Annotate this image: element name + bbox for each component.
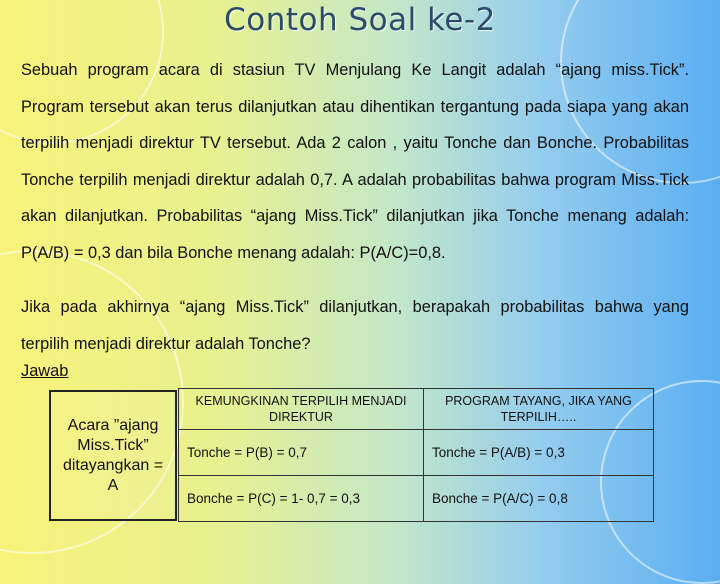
event-definition-box <box>49 390 177 521</box>
table-header: KEMUNGKINAN TERPILIH MENJADI DIREKTUR <box>179 389 424 430</box>
table-header-row <box>179 389 654 430</box>
table-row <box>179 476 654 522</box>
answer-label: Jawab <box>21 362 69 380</box>
slide-title: Contoh Soal ke-2 <box>224 2 496 38</box>
table-header: PROGRAM TAYANG, JIKA YANG TERPILIH….. <box>424 389 654 430</box>
problem-paragraph: Sebuah program acara di stasiun TV Menjulang Ke Langit adalah “ajang miss.Tick”. Program tersebut akan terus dilanjutkan atau dihentikan tergantung pada siapa yang akan terpilih menjadi direktur TV tersebut. Ada 2 calon , yaitu Tonche dan Bonche. Probabilitas Tonche terpilih menjadi direktur adalah 0,7. A adalah probabilitas bahwa program Miss.Tick akan dilanjutkan. Probabilitas “ajang Miss.Tick” dilanjutkan jika Tonche menang adalah: P(A/B) = 0,3 dan bila Bonche menang adalah: P(A/C)=0,8. <box>21 61 689 262</box>
table-cell: Tonche = P(A/B) = 0,3 <box>424 430 654 476</box>
table-cell: Tonche = P(B) = 0,7 <box>179 430 424 476</box>
table-cell: Bonche = P(C) = 1- 0,7 = 0,3 <box>179 476 424 522</box>
table-row <box>179 430 654 476</box>
table-cell: Bonche = P(A/C) = 0,8 <box>424 476 654 522</box>
question-paragraph: Jika pada akhirnya “ajang Miss.Tick” dilanjutkan, berapakah probabilitas bahwa yang terpilih menjadi direktur adalah Tonche? <box>21 298 689 353</box>
event-definition-text: Acara ”ajang Miss.Tick” ditayangkan = A <box>62 416 164 494</box>
probability-table <box>178 388 654 522</box>
